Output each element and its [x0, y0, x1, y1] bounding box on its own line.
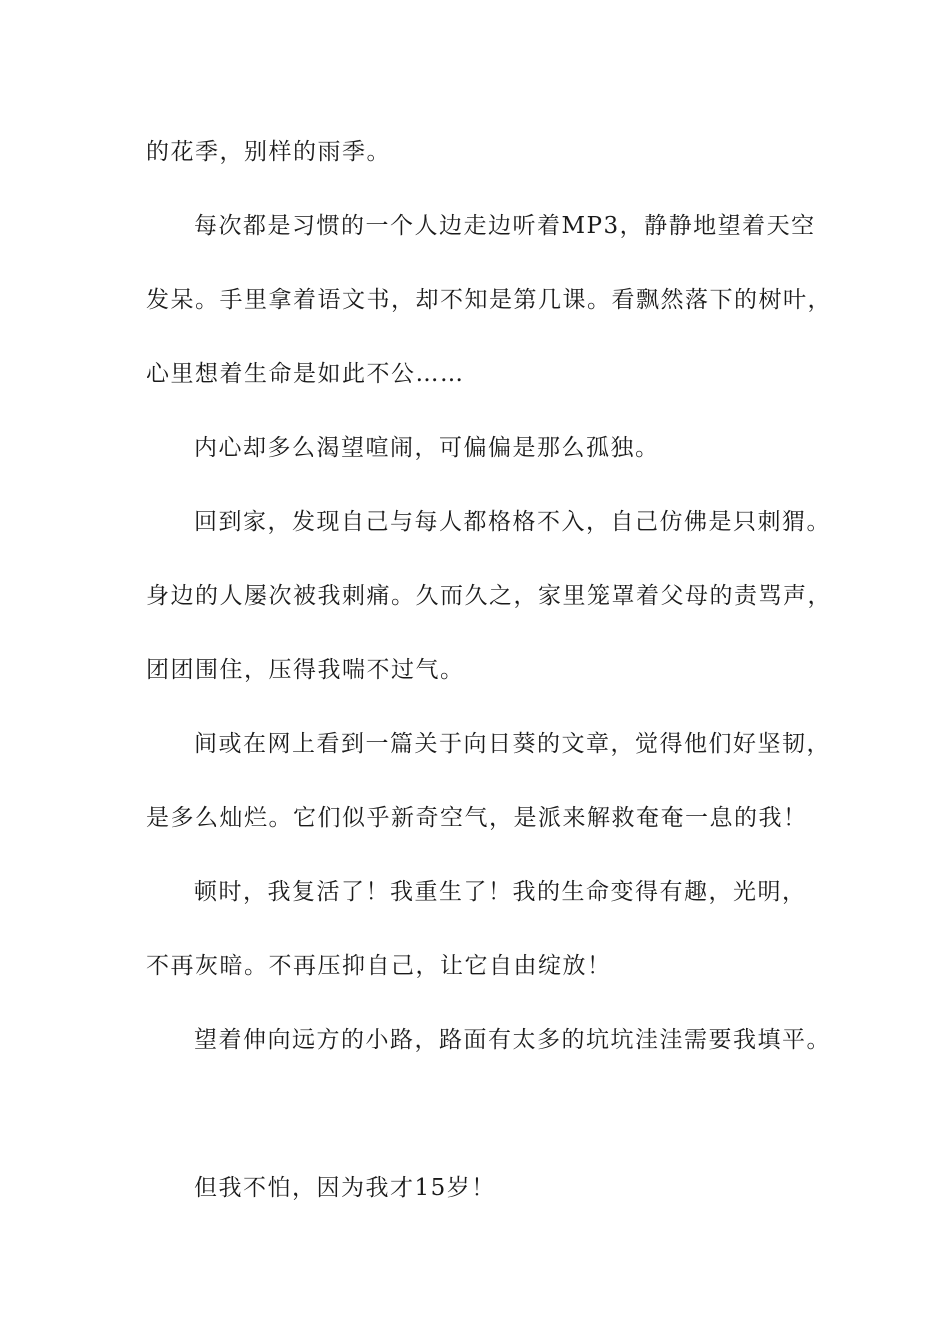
paragraph-first-line: 但我不怕，因为我才15岁！ — [194, 1175, 496, 1201]
text-line: 心里想着生命是如此不公…… — [146, 361, 465, 387]
text-line: 身边的人屡次被我刺痛。久而久之，家里笼罩着父母的责骂声， — [146, 583, 832, 609]
paragraph-first-line: 间或在网上看到一篇关于向日葵的文章，觉得他们好坚韧， — [194, 731, 831, 757]
text-line: 团团围住，压得我喘不过气。 — [146, 657, 465, 683]
text-line: 不再灰暗。不再压抑自己，让它自由绽放！ — [146, 953, 612, 979]
paragraph-first-line: 回到家，发现自己与每人都格格不入，自己仿佛是只刺猬。 — [194, 509, 831, 535]
text-line: 的花季，别样的雨季。 — [146, 139, 391, 165]
text-line: 是多么灿烂。它们似乎新奇空气，是派来解救奄奄一息的我！ — [146, 805, 808, 831]
text-line: 发呆。手里拿着语文书，却不知是第几课。看飘然落下的树叶， — [146, 287, 832, 313]
paragraph-first-line: 顿时，我复活了！我重生了！我的生命变得有趣，光明， — [194, 879, 807, 905]
paragraph-first-line: 每次都是习惯的一个人边走边听着MP3，静静地望着天空 — [194, 213, 816, 239]
paragraph-first-line: 内心却多么渴望喧闹，可偏偏是那么孤独。 — [194, 435, 660, 461]
paragraph-first-line: 望着伸向远方的小路，路面有太多的坑坑洼洼需要我填平。 — [194, 1027, 831, 1053]
